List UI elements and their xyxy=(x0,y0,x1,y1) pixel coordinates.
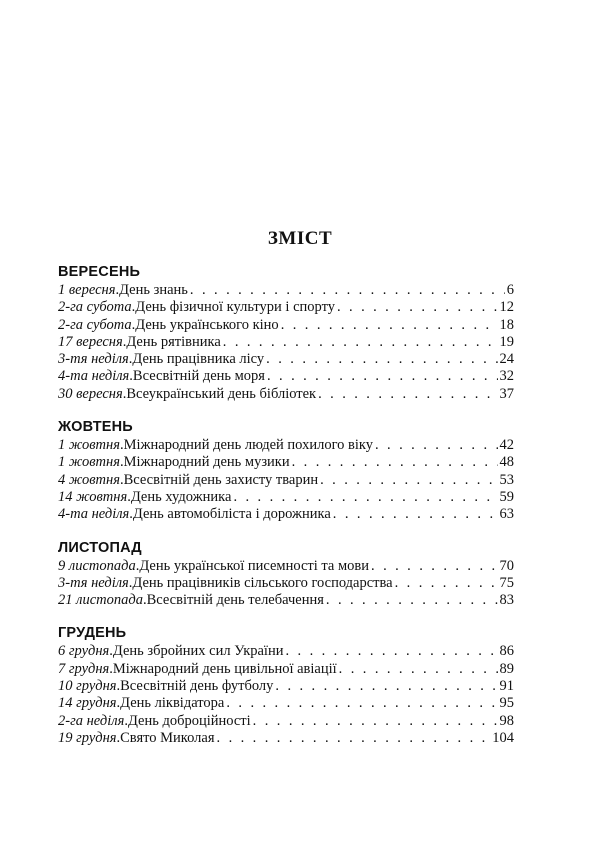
entry-title: Всесвітній день футболу xyxy=(120,678,274,695)
entry-title: День збройних сил України xyxy=(112,643,284,660)
entry-separator: . xyxy=(135,557,140,574)
entry-date: 6 грудня xyxy=(58,643,110,660)
entry-title: День ліквідатора xyxy=(120,695,225,712)
dot-leader xyxy=(320,472,497,489)
entry-page-number: 42 xyxy=(499,437,514,454)
toc-section xyxy=(58,538,514,610)
entry-date: 4-та неділя xyxy=(58,368,130,385)
entry-title: Свято Миколая xyxy=(120,729,215,746)
dot-leader xyxy=(326,592,498,609)
dot-leader xyxy=(275,678,497,695)
dot-leader xyxy=(333,506,498,523)
entry-separator: . xyxy=(142,592,147,609)
toc-entry[interactable] xyxy=(58,678,514,695)
page-title: ЗМІСТ xyxy=(267,228,333,249)
toc-entry[interactable] xyxy=(58,643,514,660)
entry-separator: . xyxy=(119,437,124,454)
entry-page-number: 83 xyxy=(499,592,514,609)
entry-title: Всесвітній день телебачення xyxy=(146,592,324,609)
entry-separator: . xyxy=(116,695,121,712)
toc-entry[interactable] xyxy=(58,713,514,730)
entry-title: Міжнародний день людей похилого віку xyxy=(123,437,373,454)
entry-separator: . xyxy=(116,678,121,695)
entry-page-number: 12 xyxy=(499,299,514,316)
entry-separator: . xyxy=(119,454,124,471)
entry-title: Всесвітній день моря xyxy=(132,368,265,385)
entry-separator: . xyxy=(131,299,136,316)
toc-entry[interactable] xyxy=(58,317,514,334)
entry-title: День знань xyxy=(119,282,188,298)
entry-page-number: 70 xyxy=(499,557,514,574)
entry-date: 21 листопада xyxy=(58,592,143,609)
dot-leader xyxy=(395,575,498,592)
entry-page-number: 18 xyxy=(499,316,514,333)
entry-title: День фізичної культури і спорту xyxy=(135,299,335,316)
entry-page-number: 98 xyxy=(499,712,514,729)
entry-separator: . xyxy=(109,660,113,677)
entry-separator: . xyxy=(115,282,120,298)
entry-date: 30 вересня xyxy=(58,385,123,402)
toc-section xyxy=(58,417,514,523)
entry-title: День працівників сільського господарства xyxy=(132,574,393,591)
entry-page-number: 24 xyxy=(499,351,514,368)
entry-separator: . xyxy=(128,351,133,368)
toc-section xyxy=(58,262,514,403)
entry-title: День української писемності та мови xyxy=(139,557,370,574)
dot-leader xyxy=(371,558,497,575)
entry-page-number: 19 xyxy=(499,333,514,350)
month-heading: ГРУДЕНЬ xyxy=(58,625,127,642)
dot-leader xyxy=(267,368,498,385)
entry-page-number: 104 xyxy=(492,729,514,746)
dot-leader xyxy=(292,454,498,471)
entry-page-number: 95 xyxy=(499,695,514,712)
entry-separator: . xyxy=(109,643,113,660)
dot-leader xyxy=(339,661,498,678)
entry-date: 2-га неділя xyxy=(58,712,125,729)
entry-separator: . xyxy=(124,712,128,729)
toc-entry[interactable] xyxy=(58,334,514,351)
entry-date: 3-тя неділя xyxy=(58,574,129,591)
dot-leader xyxy=(217,730,491,747)
entry-date: 14 грудня xyxy=(58,695,117,712)
entry-page-number: 59 xyxy=(499,488,514,505)
dot-leader xyxy=(285,643,497,660)
toc-entry[interactable] xyxy=(58,592,514,609)
entry-title: День працівника лісу xyxy=(132,351,265,368)
toc-entry[interactable] xyxy=(58,351,514,368)
entry-title: Всеукраїнський день бібліотек xyxy=(126,385,317,402)
entry-separator: . xyxy=(128,574,133,591)
entry-title: Всесвітній день захисту тварин xyxy=(123,471,319,488)
entry-title: День рятівника xyxy=(126,333,221,350)
entry-separator: . xyxy=(129,368,133,385)
entry-page-number: 89 xyxy=(499,660,514,677)
dot-leader xyxy=(233,489,497,506)
entry-date: 4-та неділя xyxy=(58,506,130,523)
entry-title: День автомобіліста і дорожника xyxy=(132,506,331,523)
entry-page-number: 53 xyxy=(499,471,514,488)
toc-entry[interactable] xyxy=(58,282,514,299)
entry-page-number: 75 xyxy=(499,574,514,591)
entry-separator: . xyxy=(116,729,121,746)
dot-leader xyxy=(281,317,498,334)
entry-date: 1 жовтня xyxy=(58,437,120,454)
toc-entry[interactable] xyxy=(58,506,514,523)
entry-title: День українського кіно xyxy=(135,316,279,333)
toc-section xyxy=(58,623,514,747)
dot-leader xyxy=(266,351,497,368)
entry-separator: . xyxy=(131,316,136,333)
entry-date: 2-га субота xyxy=(58,299,132,316)
entry-separator: . xyxy=(119,471,124,488)
table-of-contents xyxy=(58,262,514,761)
entry-page-number: 91 xyxy=(499,678,514,695)
entry-title: Міжнародний день музики xyxy=(123,454,290,471)
entry-date: 10 грудня xyxy=(58,678,117,695)
dot-leader xyxy=(375,437,498,454)
toc-entry[interactable] xyxy=(58,730,514,747)
entry-date: 2-га субота xyxy=(58,316,132,333)
entry-page-number: 63 xyxy=(499,506,514,523)
entry-date: 1 вересня xyxy=(58,282,116,298)
entry-date: 9 листопада xyxy=(58,557,136,574)
entry-page-number: 37 xyxy=(499,385,514,402)
dot-leader xyxy=(318,386,497,403)
toc-entry[interactable] xyxy=(58,437,514,454)
entry-title: День художника xyxy=(130,488,232,505)
toc-entry[interactable] xyxy=(58,368,514,385)
entry-page-number: 86 xyxy=(499,643,514,660)
dot-leader xyxy=(190,282,505,299)
toc-entry[interactable] xyxy=(58,489,514,506)
entry-date: 19 грудня xyxy=(58,729,117,746)
toc-entry[interactable] xyxy=(58,558,514,575)
toc-entry[interactable] xyxy=(58,575,514,592)
toc-entry[interactable] xyxy=(58,454,514,471)
entry-page-number: 6 xyxy=(506,282,514,298)
dot-leader xyxy=(337,299,498,316)
entry-separator: . xyxy=(127,488,131,505)
entry-separator: . xyxy=(122,385,127,402)
entry-title: День доброційності xyxy=(127,712,251,729)
entry-date: 3-тя неділя xyxy=(58,351,129,368)
entry-page-number: 32 xyxy=(499,368,514,385)
dot-leader xyxy=(223,334,498,351)
entry-separator: . xyxy=(122,333,127,350)
entry-date: 17 вересня xyxy=(58,333,123,350)
toc-entry[interactable] xyxy=(58,472,514,489)
entry-date: 1 жовтня xyxy=(58,454,120,471)
entry-date: 7 грудня xyxy=(58,660,110,677)
entry-title: Міжнародний день цивільної авіації xyxy=(112,660,337,677)
toc-entry[interactable] xyxy=(58,695,514,712)
toc-entry[interactable] xyxy=(58,299,514,316)
month-heading: ВЕРЕСЕНЬ xyxy=(58,264,141,280)
entry-separator: . xyxy=(129,506,133,523)
dot-leader xyxy=(226,695,497,712)
month-heading: ЛИСТОПАД xyxy=(58,539,142,556)
entry-date: 4 жовтня xyxy=(58,471,120,488)
entry-page-number: 48 xyxy=(499,454,514,471)
dot-leader xyxy=(253,713,498,730)
toc-entry[interactable] xyxy=(58,386,514,403)
month-heading: ЖОВТЕНЬ xyxy=(58,419,133,436)
toc-entry[interactable] xyxy=(58,661,514,678)
entry-date: 14 жовтня xyxy=(58,488,128,505)
